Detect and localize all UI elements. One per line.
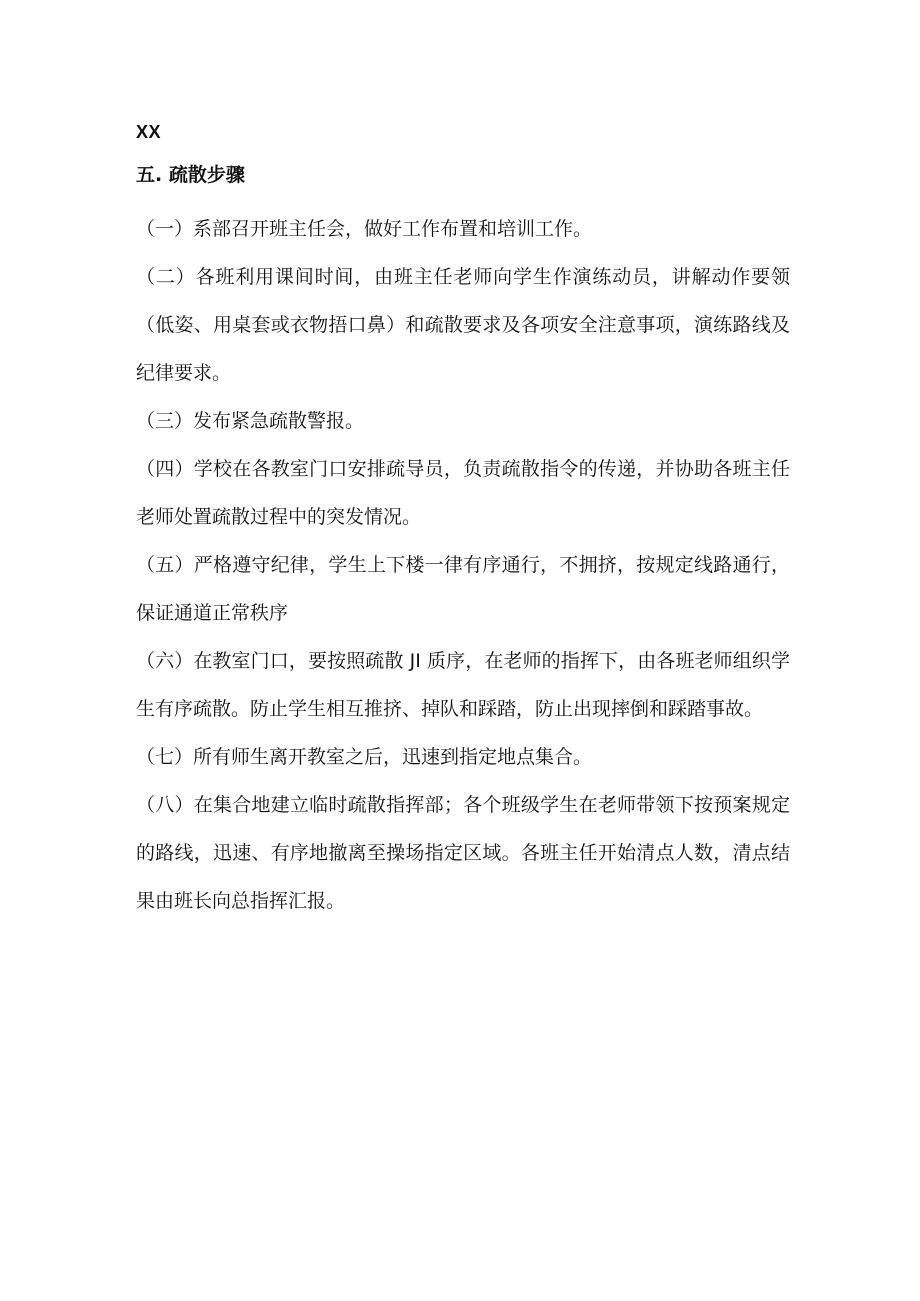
paragraph-step-8: （八）在集合地建立临时疏散指挥部；各个班级学生在老师带领下按预案规定的路线，迅速、有序地撤离至操场指定区域。各班主任开始清点人数，清点结果由班长向总指挥汇报。 bbox=[136, 794, 790, 912]
document-body bbox=[136, 205, 790, 925]
paragraph-step-2: （二）各班利用课间时间，由班主任老师向学生作演练动员，讲解动作要领（低姿、用桌套或衣物捂口鼻）和疏散要求及各项安全注意事项，演练路线及纪律要求。 bbox=[136, 266, 790, 384]
section-title: 五. 疏散步骤 bbox=[136, 164, 245, 186]
header-mark: XX bbox=[136, 122, 162, 142]
paragraph-step-1: （一）系部召开班主任会，做好工作布置和培训工作。 bbox=[136, 218, 593, 240]
paragraph-step-6: （六）在教室门口，要按照疏散 JI 质序，在老师的指挥下，由各班老师组织学生有序疏散。防止学生相互推挤、掉队和踩踏，防止出现摔倒和踩踏事故。 bbox=[136, 650, 790, 720]
paragraph-step-4: （四）学校在各教室门口安排疏导员，负责疏散指令的传递，并协助各班主任老师处置疏散过程中的突发情况。 bbox=[136, 458, 790, 528]
paragraph-step-5: （五）严格遵守纪律，学生上下楼一律有序通行，不拥挤，按规定线路通行，保证通道正常秩序 bbox=[136, 554, 790, 624]
paragraph-step-7: （七）所有师生离开教室之后，迅速到指定地点集合。 bbox=[136, 746, 593, 768]
paragraph-step-3: （三）发布紧急疏散警报。 bbox=[136, 410, 365, 432]
